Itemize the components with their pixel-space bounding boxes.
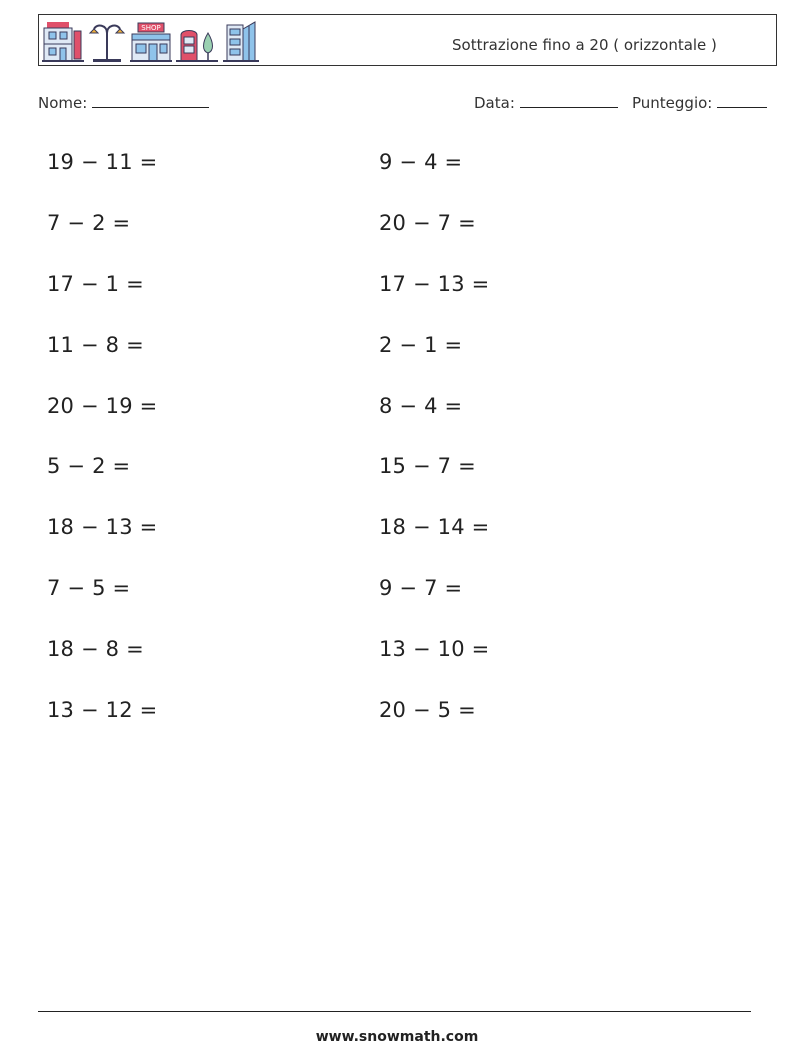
street-lamp-icon bbox=[87, 19, 127, 63]
problem-item: 18 − 8 = bbox=[47, 637, 144, 661]
score-blank[interactable] bbox=[717, 93, 767, 108]
problem-item: 7 − 5 = bbox=[47, 576, 131, 600]
problem-item: 15 − 7 = bbox=[379, 454, 476, 478]
name-blank[interactable] bbox=[92, 93, 209, 108]
problem-item: 18 − 13 = bbox=[47, 515, 158, 539]
problem-item: 17 − 1 = bbox=[47, 272, 144, 296]
problem-item: 2 − 1 = bbox=[379, 333, 463, 357]
worksheet-header bbox=[38, 14, 777, 66]
problem-item: 20 − 19 = bbox=[47, 394, 158, 418]
problem-item: 17 − 13 = bbox=[379, 272, 490, 296]
problem-item: 5 − 2 = bbox=[47, 454, 131, 478]
building-icon bbox=[41, 19, 85, 63]
name-label: Nome: bbox=[38, 94, 88, 112]
problem-item: 19 − 11 = bbox=[47, 150, 158, 174]
phone-booth-tree-icon bbox=[175, 19, 219, 63]
problem-item: 13 − 10 = bbox=[379, 637, 490, 661]
problem-item: 11 − 8 = bbox=[47, 333, 144, 357]
problem-item: 13 − 12 = bbox=[47, 698, 158, 722]
name-field bbox=[38, 93, 209, 112]
problem-item: 18 − 14 = bbox=[379, 515, 490, 539]
problem-item: 8 − 4 = bbox=[379, 394, 463, 418]
problem-item: 9 − 7 = bbox=[379, 576, 463, 600]
svg-text:SHOP: SHOP bbox=[141, 24, 161, 32]
date-field bbox=[474, 93, 618, 112]
footer-divider bbox=[38, 1011, 751, 1012]
problem-item: 9 − 4 = bbox=[379, 150, 463, 174]
date-blank[interactable] bbox=[520, 93, 618, 108]
score-label: Punteggio: bbox=[632, 94, 713, 112]
glass-tower-icon bbox=[221, 19, 261, 63]
problem-item: 20 − 7 = bbox=[379, 211, 476, 235]
header-icons bbox=[41, 17, 261, 63]
problem-item: 20 − 5 = bbox=[379, 698, 476, 722]
worksheet-title: Sottrazione fino a 20 ( orizzontale ) bbox=[452, 36, 717, 54]
score-field bbox=[632, 93, 767, 112]
date-label: Data: bbox=[474, 94, 515, 112]
problem-item: 7 − 2 = bbox=[47, 211, 131, 235]
footer-url[interactable]: www.snowmath.com bbox=[315, 1029, 479, 1045]
shop-icon bbox=[129, 19, 173, 63]
